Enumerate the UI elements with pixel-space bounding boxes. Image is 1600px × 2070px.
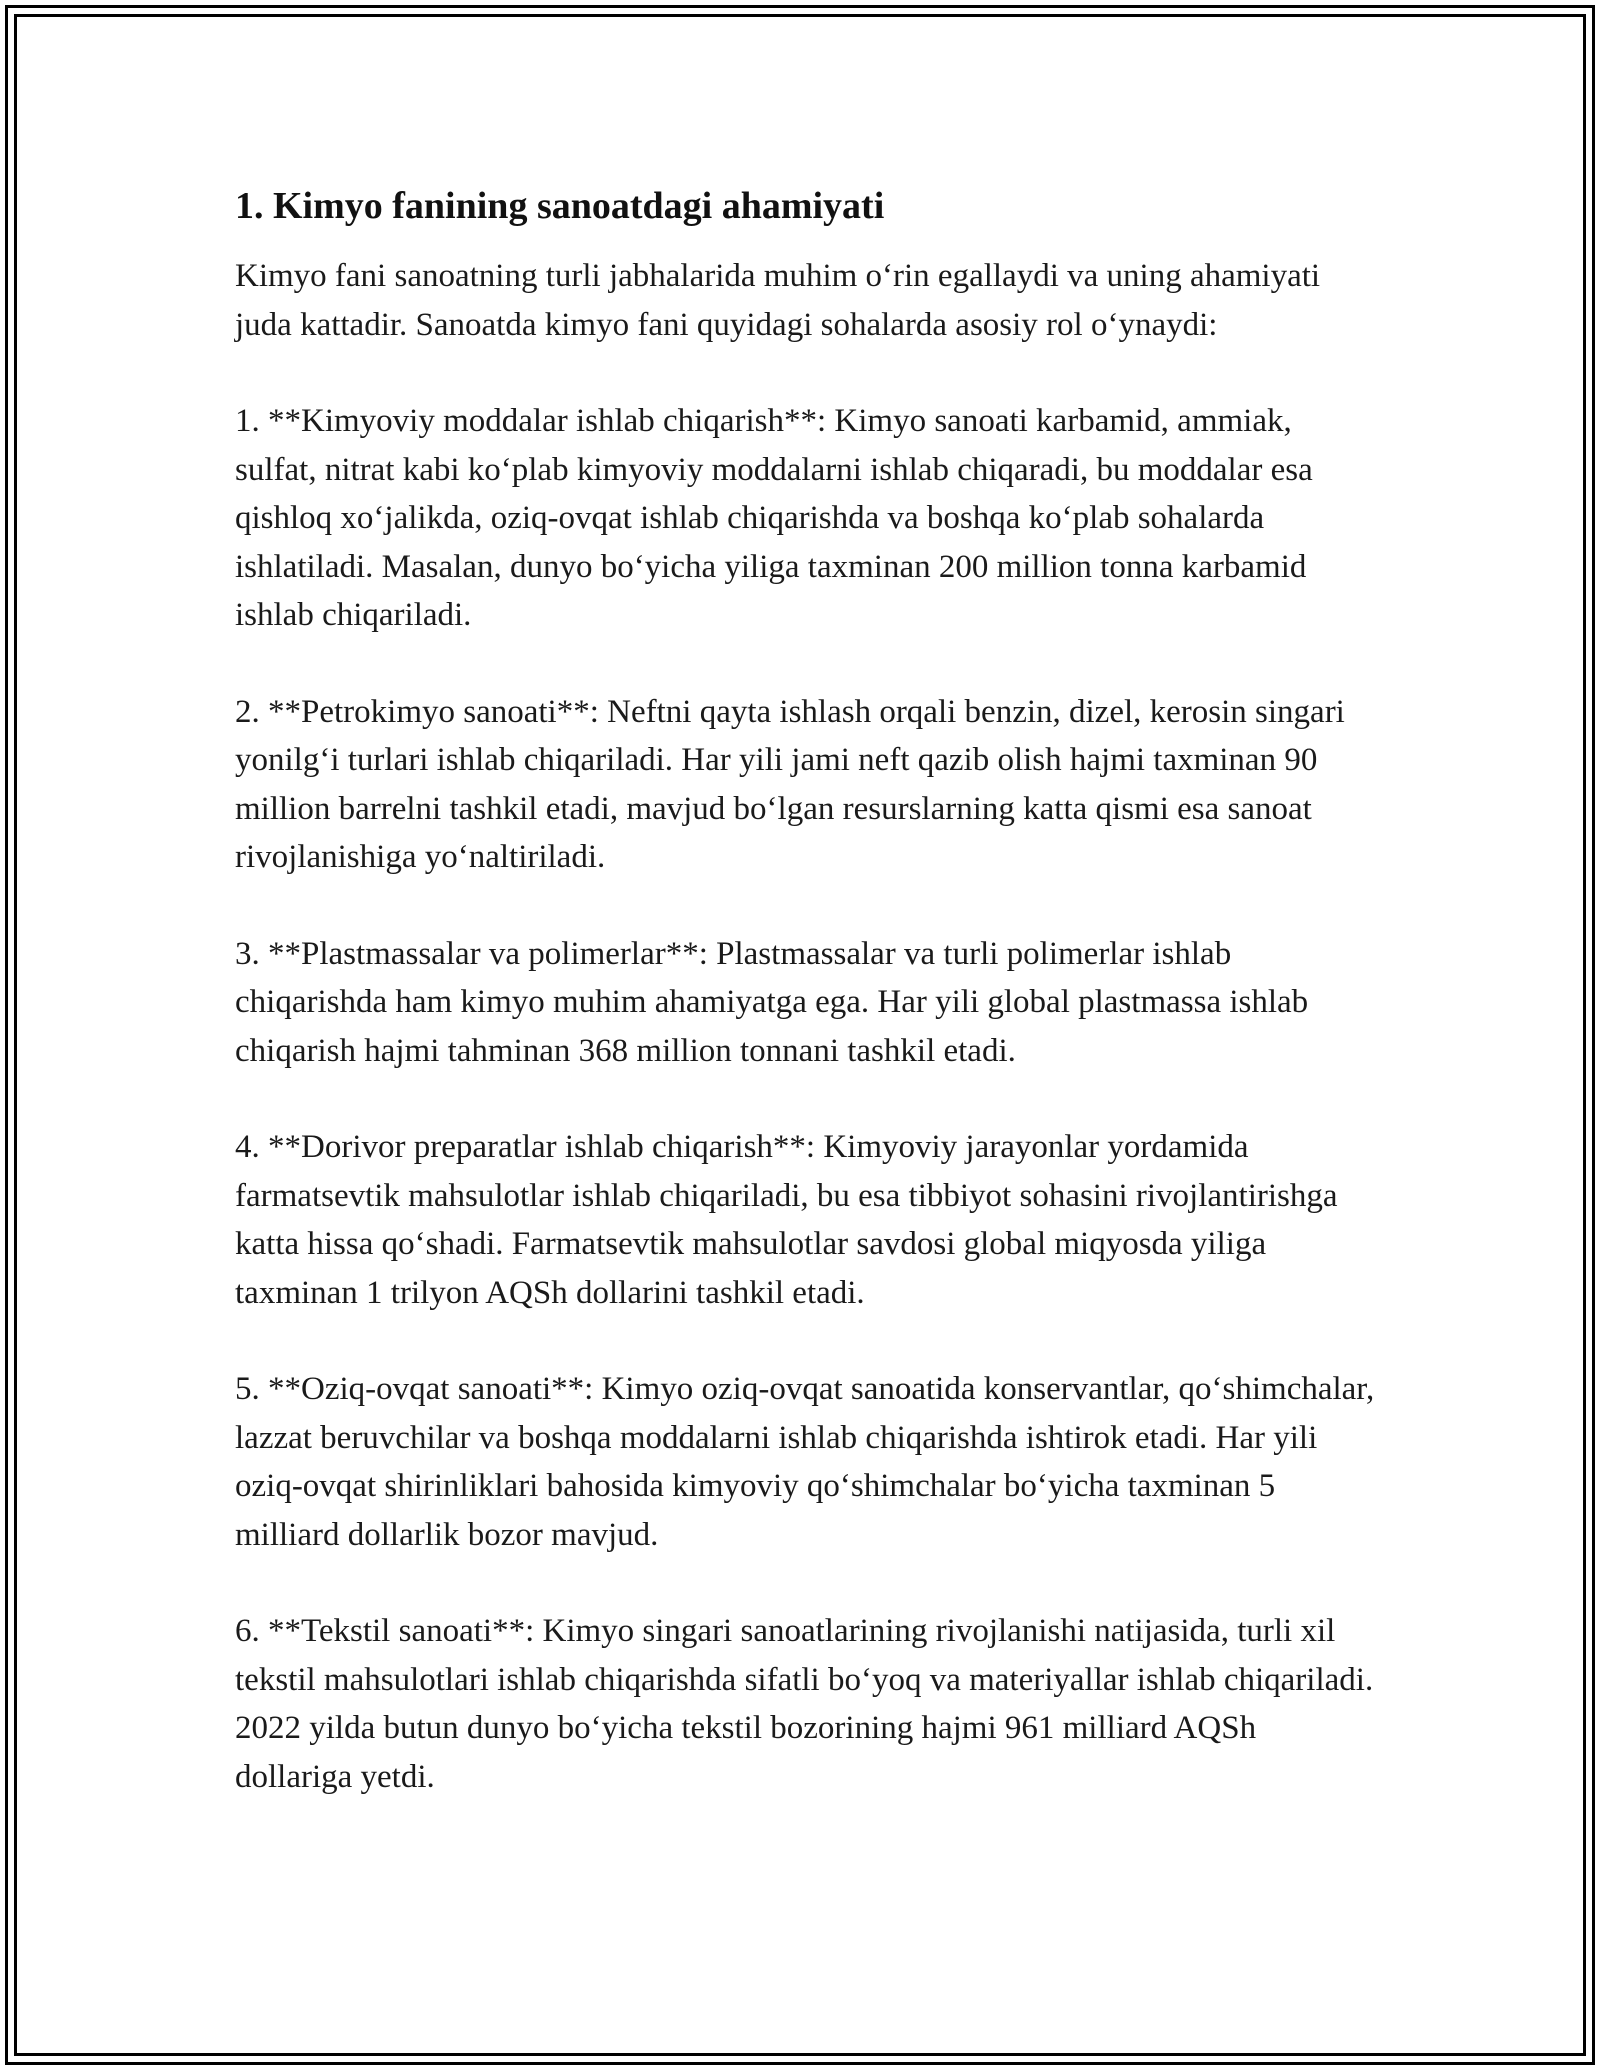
list-item-food-industry: 5. **Oziq-ovqat sanoati**: Kimyo oziq-ovqat sanoatida konservantlar, qo‘shimchalar, lazzat beruvchilar va boshqa moddalarni ishlab chiqarishda ishtirok etadi. Har yili oziq-ovqat shirinliklari bahosida kimyoviy qo‘shimchalar bo‘yicha taxminan 5 milliard dollarlik bozor mavjud. (235, 1371, 1375, 1553)
list-item-textile: 6. **Tekstil sanoati**: Kimyo singari sanoatlarining rivojlanishi natijasida, turli xil tekstil mahsulotlari ishlab chiqarishda sifatli bo‘yoq va materiyallar ishlab chiqariladi. 2022 yilda butun dunyo bo‘yicha tekstil bozorining hajmi 961 milliard AQSh dollariga yetdi. (235, 1613, 1374, 1795)
list-item-petrochemical: 2. **Petrokimyo sanoati**: Neftni qayta ishlash orqali benzin, dizel, kerosin singari yonilg‘i turlari ishlab chiqariladi. Har yili jami neft qazib olish hajmi taxminan 90 million barrelni tashkil etadi, mavjud bo‘lgan resurslarning katta qismi esa sanoat rivojlanishiga yo‘naltiriladi. (235, 693, 1345, 875)
list-item-plastics: 3. **Plastmassalar va polimerlar**: Plastmassalar va turli polimerlar ishlab chiqarishda ham kimyo muhim ahamiyatga ega. Har yili global plastmassa ishlab chiqarish hajmi tahminan 368 million tonnani tashkil etadi. (235, 935, 1309, 1069)
list-item-pharmaceuticals: 4. **Dorivor preparatlar ishlab chiqarish**: Kimyoviy jarayonlar yordamida farmatsevtik mahsulotlar ishlab chiqariladi, bu esa tibbiyot sohasini rivojlantirishga katta hissa qo‘shadi. Farmatsevtik mahsulotlar savdosi global miqyosda yiliga taxminan 1 trilyon AQSh dollarini tashkil etadi. (235, 1129, 1338, 1311)
list-item-chemical-production: 1. **Kimyoviy moddalar ishlab chiqarish**: Kimyo sanoati karbamid, ammiak, sulfat, nitrat kabi ko‘plab kimyoviy moddalarni ishlab chiqaradi, bu moddalar esa qishloq xo‘jalikda, oziq-ovqat ishlab chiqarishda va boshqa ko‘plab sohalarda ishlatiladi. Masalan, dunyo bo‘yicha yiliga taxminan 200 million tonna karbamid ishlab chiqariladi. (235, 403, 1313, 633)
document-body (235, 182, 1375, 1849)
section-heading: 1. Kimyo fanining sanoatdagi ahamiyati (235, 185, 885, 227)
intro-paragraph: Kimyo fani sanoatning turli jabhalarida muhim o‘rin egallaydi va uning ahamiyati juda kattadir. Sanoatda kimyo fani quyidagi sohalarda asosiy rol o‘ynaydi: (235, 258, 1321, 343)
